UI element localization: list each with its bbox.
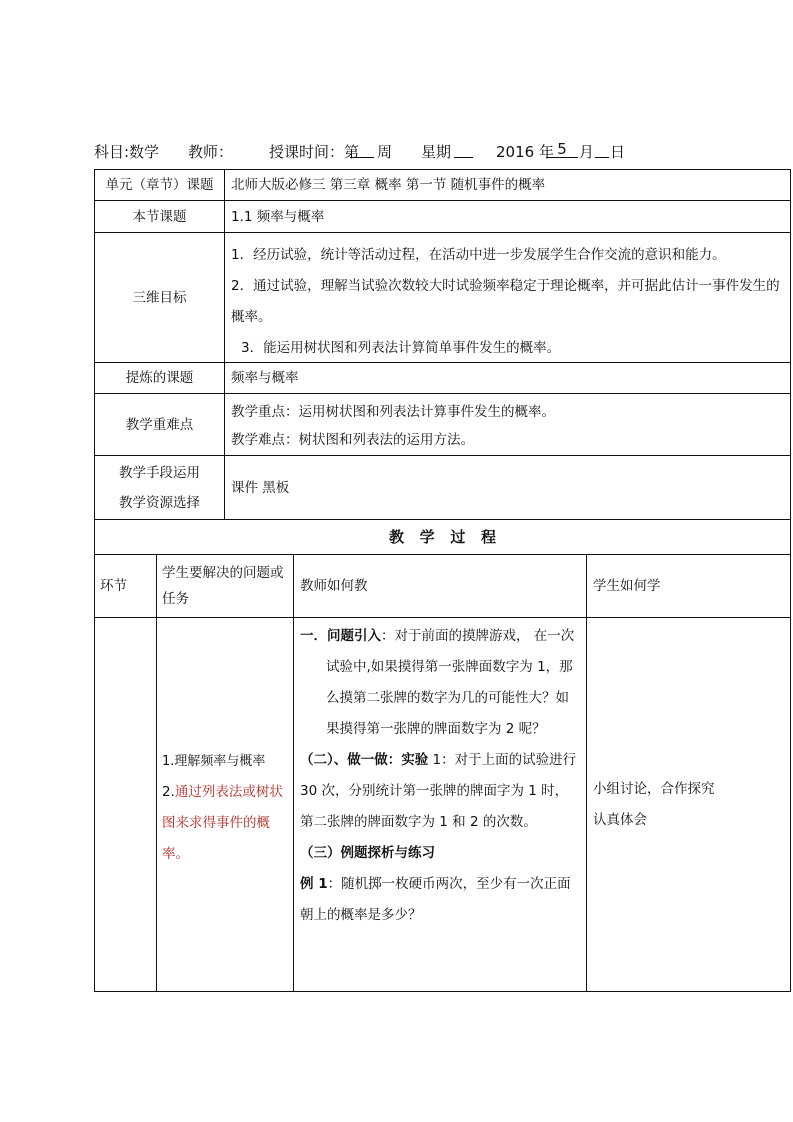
goal-item: 2．通过试验，理解当试验次数较大时试验频率稳定于理论概率，并可据此估计一事件发生的概率。	[231, 278, 780, 325]
key-point: 教学重点：运用树状图和列表法计算事件发生的概率。	[231, 404, 555, 420]
refined-label: 提炼的课题	[125, 370, 194, 386]
teach-step	[300, 869, 581, 931]
teach-step-head: （二）、做一做：实验	[300, 752, 429, 768]
weekday-label: 星期	[421, 143, 452, 161]
key-points	[231, 398, 786, 454]
time-label: 授课时间：第	[269, 143, 360, 161]
month-unit: 月	[579, 143, 595, 161]
means-label	[95, 458, 224, 518]
week-unit: 周	[377, 143, 393, 161]
day-unit: 日	[610, 143, 626, 161]
month-value: 5	[546, 141, 578, 158]
goal-item: 1．经历试验，统计等活动过程，在活动中进一步发展学生合作交流的意识和能力。	[231, 247, 726, 263]
teach-step: （三）例题探析与练习	[300, 845, 435, 861]
problem-item	[162, 777, 289, 870]
teach-step-head: 例 1	[300, 876, 328, 892]
teach-step-head: 一．问题引入	[300, 628, 381, 644]
problem-item: 1.理解频率与概率	[162, 754, 266, 769]
student-cell: 小组讨论，合作探究认真体会	[593, 781, 715, 828]
subject-label: 科目:数学	[94, 143, 160, 161]
teach-step	[300, 745, 581, 838]
refined-value: 频率与概率	[231, 370, 299, 386]
goals-label: 三维目标	[132, 289, 187, 306]
col-problem: 学生要解决的问题或任务	[162, 565, 284, 607]
teach-step-body: 1：对于上面的试验进行 30 次，分别统计第一张牌的牌面字为 1 时，第二张牌的牌面数字为 1 和 2 的次数。	[300, 752, 577, 830]
key-label: 教学重难点	[125, 416, 194, 433]
teacher-cell	[300, 621, 581, 931]
goal-item: 3．能运用树状图和列表法计算简单事件发生的概率。	[241, 340, 561, 356]
means-label-line: 教学手段运用	[119, 465, 200, 481]
col-teacher: 教师如何教	[300, 578, 368, 594]
teach-step	[300, 621, 581, 745]
means-label-line: 教学资源选择	[119, 495, 200, 511]
teach-step-body: ：随机掷一枚硬币两次，至少有一次正面朝上的概率是多少？	[300, 876, 571, 923]
teach-step-body: ：对于前面的摸牌游戏， 在一次试验中,如果摸得第一张牌面数字为 1，那么摸第二张牌的数字为几的可能性大？如果摸得第一张牌的牌面数字为 2 呢？	[326, 628, 575, 737]
year-text: 2016 年	[496, 143, 554, 161]
process-title: 教 学 过 程	[389, 528, 496, 546]
problem-item-text: 通过列表法或树状图来求得事件的概率。	[162, 784, 283, 862]
means-value: 课件 黑板	[231, 479, 290, 496]
goals-list	[231, 240, 783, 364]
unit-label: 单元（章节）课题	[105, 177, 214, 193]
col-stage: 环节	[100, 578, 127, 594]
problem-cell	[162, 746, 289, 870]
unit-value: 北师大版必修三 第三章 概率 第一节 随机事件的概率	[231, 177, 546, 193]
col-student: 学生如何学	[593, 578, 661, 594]
lesson-value: 1.1 频率与概率	[231, 208, 325, 225]
lesson-label: 本节课题	[132, 208, 187, 225]
problem-item-number: 2.	[162, 784, 175, 800]
difficult-point: 教学难点：树状图和列表法的运用方法。	[231, 432, 474, 448]
teacher-label: 教师：	[188, 143, 234, 161]
